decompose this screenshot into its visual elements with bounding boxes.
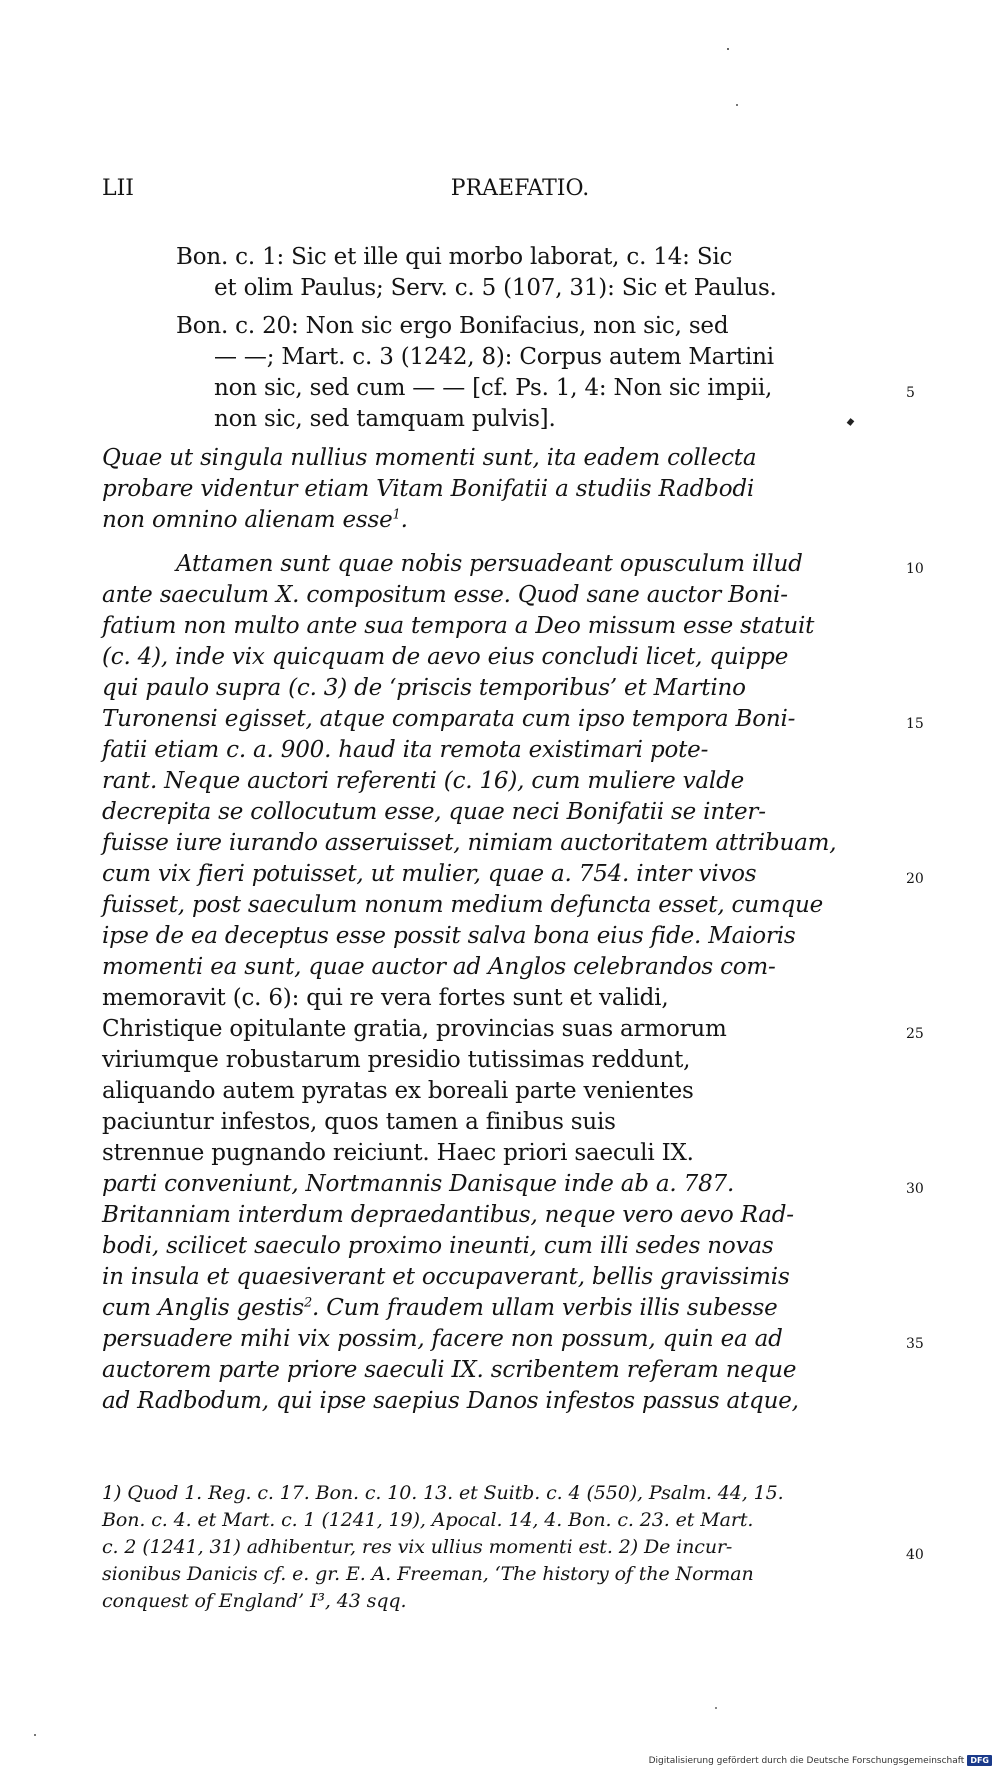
scan-speck	[715, 1707, 717, 1709]
body-line: fuisse iure iurando asseruisset, nimiam auctoritatem attribuam,	[102, 830, 837, 856]
footnote-line: Bon. c. 4. et Mart. c. 1 (1241, 19), Apocal. 14, 4. Bon. c. 23. et Mart.	[102, 1509, 754, 1531]
body-line: paciuntur infestos, quos tamen a finibus suis	[102, 1109, 616, 1135]
body-line: fatium non multo ante sua tempora a Deo missum esse statuit	[102, 613, 815, 639]
line-number: 35	[906, 1336, 924, 1352]
footnote-line: conquest of England’ I³, 43 sqq.	[102, 1590, 407, 1612]
body-line: non omnino alienam esse$^1$.	[102, 507, 408, 533]
scan-speck	[736, 104, 738, 106]
quote-line: et olim Paulus; Serv. c. 5 (107, 31): Sic et Paulus.	[214, 275, 777, 301]
body-line: memoravit (c. 6): qui re vera fortes sunt et validi,	[102, 985, 669, 1011]
body-line: (c. 4), inde vix quicquam de aevo eius concludi licet, quippe	[102, 644, 789, 670]
body-line: bodi, scilicet saeculo proximo ineunti, cum illi sedes novas	[102, 1233, 774, 1259]
line-number: 15	[906, 716, 924, 732]
body-line: rant. Neque auctori referenti (c. 16), cum muliere valde	[102, 768, 745, 794]
line-number: 20	[906, 871, 924, 887]
dfg-logo: DFG	[967, 1755, 992, 1766]
quote-line: non sic, sed tamquam pulvis].	[214, 406, 556, 432]
body-line: qui paulo supra (c. 3) de ‘priscis temporibus’ et Martino	[102, 675, 746, 701]
line-number: 25	[906, 1026, 924, 1042]
body-line: fatii etiam c. a. 900. haud ita remota existimari pote-	[102, 737, 709, 763]
running-title: PRAEFATIO.	[450, 176, 590, 201]
body-line: Turonensi egisset, atque comparata cum ipso tempora Boni-	[102, 706, 796, 732]
page-number: LII	[102, 176, 134, 201]
body-line: ad Radbodum, qui ipse saepius Danos infestos passus atque,	[102, 1388, 799, 1414]
body-line: strennue pugnando reiciunt. Haec priori saeculi IX.	[102, 1140, 694, 1166]
body-line: decrepita se collocutum esse, quae neci Bonifatii se inter-	[102, 799, 766, 825]
body-line: fuisset, post saeculum nonum medium defuncta esset, cumque	[102, 892, 824, 918]
body-line: cum vix fieri potuisset, ut mulier, quae a. 754. inter vivos	[102, 861, 757, 887]
funding-note: Digitalisierung gefördert durch die Deutsche Forschungsgemeinschaft	[648, 1755, 965, 1766]
body-line: parti conveniunt, Nortmannis Danisque inde ab a. 787.	[102, 1171, 735, 1197]
line-number: 5	[906, 385, 915, 401]
footnote-line: sionibus Danicis cf. e. gr. E. A. Freeman, ‘The history of the Norman	[102, 1563, 754, 1585]
line-number: 30	[906, 1181, 924, 1197]
footnote-ref: 2	[303, 1295, 313, 1311]
body-line: viriumque robustarum presidio tutissimas reddunt,	[102, 1047, 691, 1073]
quote-line: Bon. c. 20: Non sic ergo Bonifacius, non sic, sed	[176, 313, 729, 339]
body-line: cum Anglis gestis$^2$. Cum fraudem ullam verbis illis subesse	[102, 1295, 778, 1321]
scan-speck	[727, 48, 729, 50]
funding-footer	[649, 1755, 992, 1766]
line-number: 40	[906, 1547, 924, 1563]
scan-speck	[847, 418, 855, 426]
body-line: Attamen sunt quae nobis persuadeant opusculum illud	[176, 551, 803, 577]
quote-line: non sic, sed cum — — [cf. Ps. 1, 4: Non sic impii,	[214, 375, 773, 401]
body-line: in insula et quaesiverant et occupaverant, bellis gravissimis	[102, 1264, 790, 1290]
body-line: Britanniam interdum depraedantibus, neque vero aevo Rad-	[102, 1202, 794, 1228]
scan-speck	[34, 1734, 36, 1736]
footnote-ref: 1	[392, 507, 401, 523]
body-line: probare videntur etiam Vitam Bonifatii a studiis Radbodi	[102, 476, 755, 502]
line-number: 10	[906, 561, 924, 577]
footnote-line: c. 2 (1241, 31) adhibentur, res vix ullius momenti est. 2) De incur-	[102, 1536, 733, 1558]
body-line: ipse de ea deceptus esse possit salva bona eius fide. Maioris	[102, 923, 796, 949]
body-line: persuadere mihi vix possim, facere non possum, quin ea ad	[102, 1326, 783, 1352]
body-line: Christique opitulante gratia, provincias suas armorum	[102, 1016, 727, 1042]
body-line: momenti ea sunt, quae auctor ad Anglos celebrandos com-	[102, 954, 776, 980]
body-line: aliquando autem pyratas ex boreali parte venientes	[102, 1078, 694, 1104]
body-line: auctorem parte priore saeculi IX. scribentem referam neque	[102, 1357, 797, 1383]
quote-line: — —; Mart. c. 3 (1242, 8): Corpus autem Martini	[214, 344, 774, 370]
body-line: ante saeculum X. compositum esse. Quod sane auctor Boni-	[102, 582, 788, 608]
body-line: Quae ut singula nullius momenti sunt, ita eadem collecta	[102, 445, 757, 471]
footnote-line: 1) Quod 1. Reg. c. 17. Bon. c. 10. 13. et Suitb. c. 4 (550), Psalm. 44, 15.	[102, 1482, 784, 1504]
quote-line: Bon. c. 1: Sic et ille qui morbo laborat, c. 14: Sic	[176, 244, 733, 270]
